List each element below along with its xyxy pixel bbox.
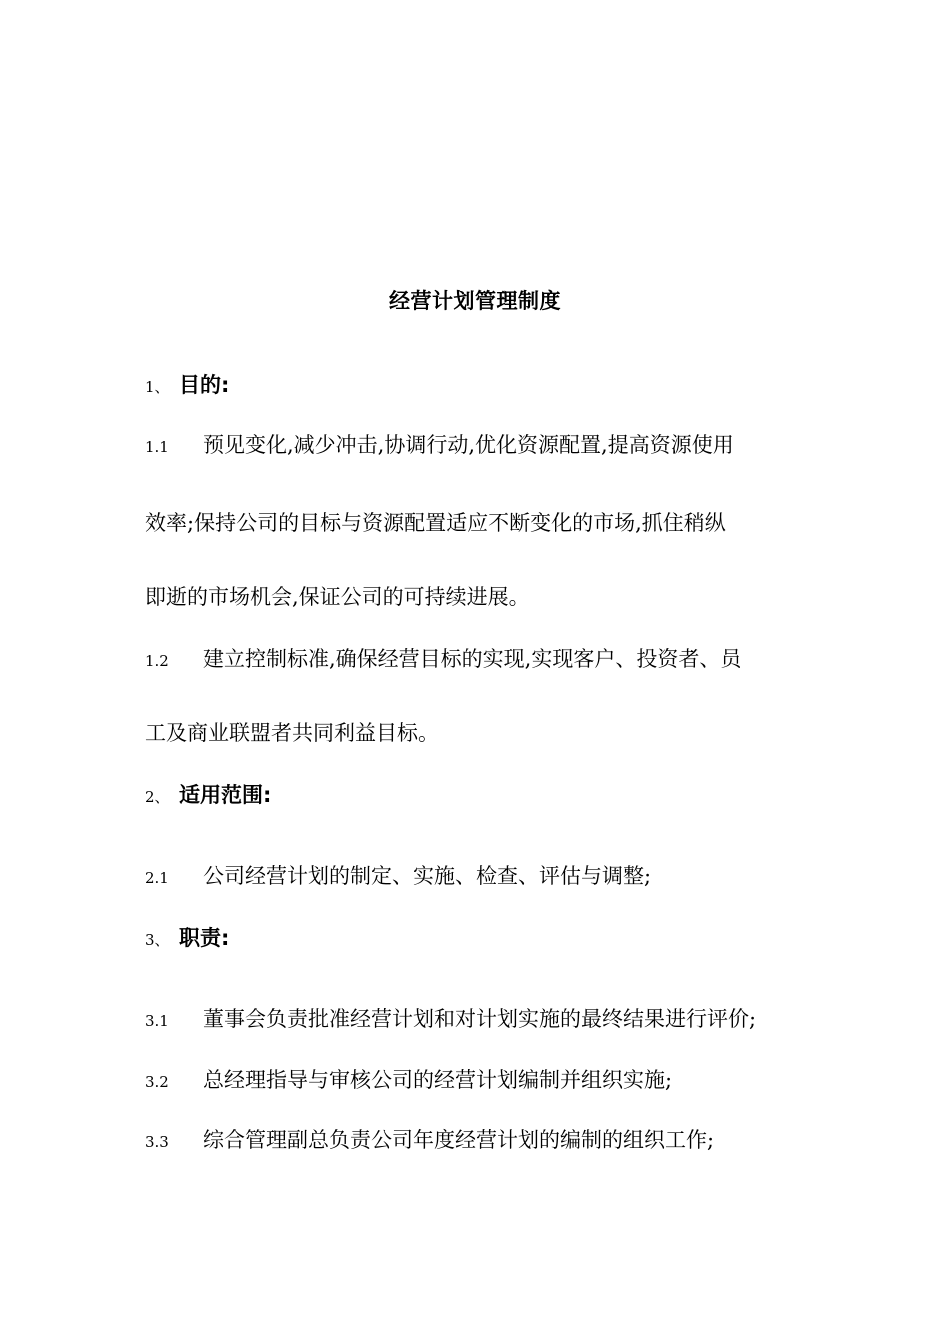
clause-line <box>145 1065 672 1097</box>
section-heading <box>145 780 271 812</box>
clause-continuation <box>145 582 530 612</box>
clause-line <box>145 1004 756 1036</box>
section-number: 3、 <box>145 931 170 949</box>
clause-continuation <box>145 508 726 538</box>
clause-text: 即逝的市场机会,保证公司的可持续进展。 <box>145 585 530 609</box>
clause-line <box>145 430 734 462</box>
clause-number: 2.1 <box>145 869 169 887</box>
clause-text: 总经理指导与审核公司的经营计划编制并组织实施; <box>203 1068 673 1092</box>
clause-text: 预见变化,减少冲击,协调行动,优化资源配置,提高资源使用 <box>203 433 734 457</box>
section-number: 2、 <box>145 788 170 806</box>
clause-text: 工及商业联盟者共同利益目标。 <box>145 721 439 745</box>
clause-number: 3.3 <box>145 1133 169 1151</box>
clause-text: 建立控制标准,确保经营目标的实现,实现客户、投资者、员 <box>203 647 742 671</box>
clause-text: 公司经营计划的制定、实施、检查、评估与调整; <box>203 864 652 888</box>
section-title: 职责: <box>179 926 230 950</box>
clause-number: 3.1 <box>145 1012 169 1030</box>
clause-number: 1.1 <box>145 438 169 456</box>
clause-line <box>145 1125 714 1157</box>
section-number: 1、 <box>145 378 170 396</box>
clause-line <box>145 644 741 676</box>
document-title: 经营计划管理制度 <box>389 289 561 313</box>
section-title: 目的: <box>179 373 230 397</box>
section-title: 适用范围: <box>179 783 272 807</box>
clause-line <box>145 861 651 893</box>
clause-continuation <box>145 718 439 748</box>
clause-text: 董事会负责批准经营计划和对计划实施的最终结果进行评价; <box>203 1007 757 1031</box>
clause-number: 1.2 <box>145 652 169 670</box>
clause-number: 3.2 <box>145 1073 169 1091</box>
clause-text: 效率;保持公司的目标与资源配置适应不断变化的市场,抓住稍纵 <box>145 511 726 535</box>
section-heading <box>145 923 229 955</box>
clause-text: 综合管理副总负责公司年度经营计划的编制的组织工作; <box>203 1128 715 1152</box>
section-heading <box>145 370 229 402</box>
